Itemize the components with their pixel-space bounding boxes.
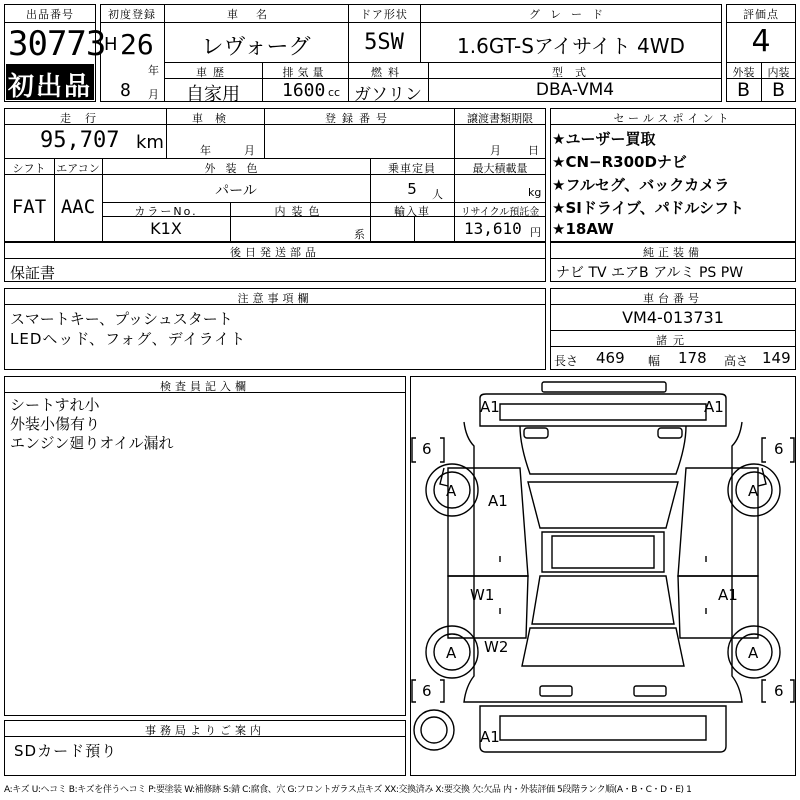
notes-line-2: LEDヘッド、フォグ、デイライト [10,330,247,348]
model: DBA-VM4 [535,80,615,100]
inspector-line-3: エンジン廻りオイル漏れ [10,434,174,452]
first-listing-text: 初出品 [7,72,92,102]
kg-unit: kg [528,186,542,199]
interior-label: 内装 [767,66,790,79]
color-no-label: カラーNo. [134,205,198,218]
office-label: 事務局よりご案内 [145,724,265,737]
mark-fender-left: A1 [488,492,508,510]
inspector-line-2: 外装小傷有り [10,415,101,433]
inspection-month-unit: 月 [244,144,255,157]
int-color-label: 内装色 [274,205,326,218]
cc-unit: cc [328,86,341,99]
displacement: 1600 [282,80,326,101]
chassis-label: 車台番号 [643,292,703,305]
km-unit: km [136,132,164,153]
sales-label: セールスポイント [613,112,733,125]
sales-item-3: ★フルセグ、バックカメラ [552,176,730,194]
length: 469 [596,349,625,367]
ac-label: エアコン [56,162,100,175]
yen-unit: 円 [530,226,541,239]
tire-rr: 6 [774,682,784,700]
person-unit: 人 [432,188,443,201]
wheel-rr: A [748,644,759,662]
mark-door-right: A1 [718,586,738,604]
month-unit: 月 [148,88,159,101]
fuel: ガソリン [354,85,422,105]
score: 4 [751,24,771,59]
mark-rear-bumper: A1 [480,728,500,746]
tire-rl: 6 [422,682,432,700]
mark-front-right: A1 [704,398,724,416]
width-label: 幅 [648,354,661,368]
wheel-rl: A [446,644,457,662]
mileage-label: 走行 [60,112,110,125]
model-label: 型式 [552,66,598,79]
tire-fl: 6 [422,440,432,458]
spec-label: 諸元 [656,334,690,347]
sales-item-5: ★18AW [552,220,614,238]
interior-grade: B [771,79,786,101]
mileage: 95,707 [40,128,120,153]
inspector-line-1: シートすれ小 [10,396,100,414]
shift: FAT [11,196,47,218]
mark-rear-left: W2 [484,638,509,656]
inspection-year-unit: 年 [200,144,211,157]
int-unit: 系 [354,228,365,241]
legend: A:キズ U:ヘコミ B:キズを伴うヘコミ P:要塗装 W:補修跡 S:錆 C:腐食、穴 G:フロントガラス点キズ XX:交換済み X:要交換 欠:欠品 内・外装評価 5段階ランク順(A・B・C・D・E) 1 [4,785,692,795]
office-value: SDカード預り [14,742,118,760]
mark-door-left: W1 [470,586,495,604]
year-unit: 年 [148,64,159,77]
equipment-value: ナビ TV エアB アルミ PS PW [556,265,744,281]
notes-line-1: スマートキー、プッシュスタート [10,310,233,328]
recycle-label: リサイクル預託金 [460,207,540,218]
door-label: ドア形状 [360,8,408,21]
sales-item-1: ★ユーザー買取 [552,130,656,148]
height: 149 [762,349,791,367]
transfer-month-unit: 月 [490,144,501,157]
history: 自家用 [186,84,240,105]
fuel-label: 燃料 [371,66,405,79]
shift-label: シフト [12,162,46,175]
later-parts-label: 後日発送部品 [230,246,320,259]
reg-year: 26 [120,28,154,61]
capacity-label: 乗車定員 [388,162,436,175]
reg-label: 初度登録 [108,8,156,21]
grade-label: グレード [529,8,613,21]
color: パール [215,183,257,199]
width: 178 [678,349,707,367]
color-no: K1X [150,219,182,238]
load-label: 最大積載量 [472,162,528,175]
later-parts-value: 保証書 [10,264,56,282]
displacement-label: 排気量 [282,66,328,79]
recycle: 13,610 [464,219,522,238]
car-diagram [410,376,796,776]
plate-label: 登録番号 [325,112,393,125]
wheel-fr: A [748,482,759,500]
equipment-label: 純正装備 [643,246,703,259]
capacity: 5 [407,180,417,198]
import-label: 輸入車 [394,205,430,218]
height-label: 高さ [724,354,749,368]
sales-item-4: ★SIドライブ、パドルシフト [552,199,745,217]
history-label: 車歴 [196,66,230,79]
ac: AAC [60,196,96,218]
length-label: 長さ [554,354,579,368]
lot-number: 30773 [8,24,106,64]
transfer-label: 譲渡書類期限 [467,112,533,125]
inspection-label: 車検 [192,112,238,125]
car-name: レヴォーグ [201,35,311,60]
era: H [104,34,118,55]
door-type: 5SW [364,30,404,55]
wheel-fl: A [446,482,457,500]
tire-fr: 6 [774,440,784,458]
sales-item-2: ★CN−R300Dナビ [552,153,687,171]
chassis-value: VM4-013731 [622,308,724,327]
grade: 1.6GT-Sアイサイト 4WD [457,34,685,58]
score-label: 評価点 [743,8,779,21]
color-label: 外装色 [204,162,268,175]
notes-label: 注意事項欄 [237,292,313,305]
exterior-grade: B [736,79,751,101]
name-label: 車名 [227,8,285,21]
reg-month: 8 [120,80,131,101]
inspector-label: 検査員記入欄 [160,380,250,393]
mark-front-left: A1 [480,398,500,416]
exterior-label: 外装 [732,66,755,79]
lot-label: 出品番号 [26,8,74,21]
transfer-day-unit: 日 [528,144,539,157]
